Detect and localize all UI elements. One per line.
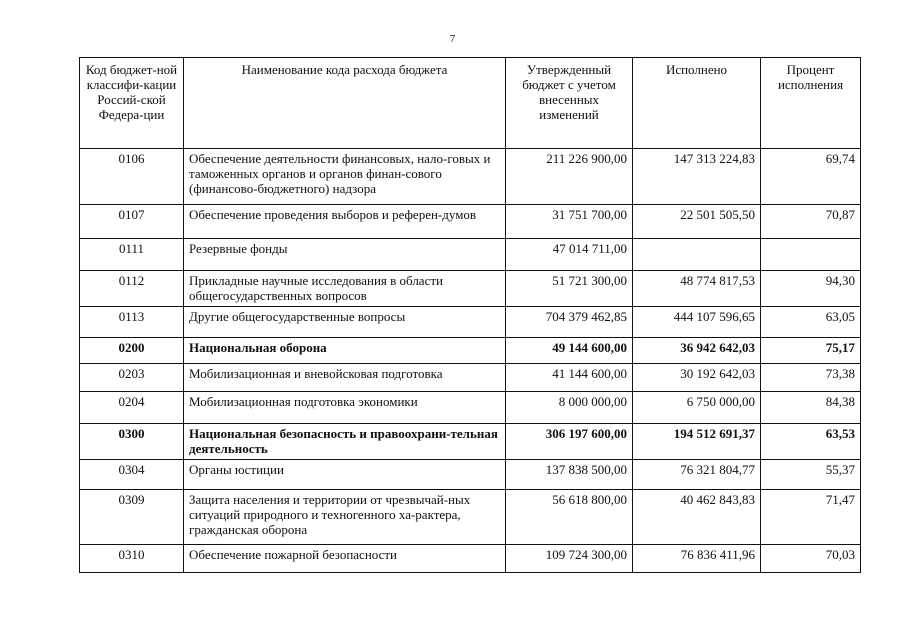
- cell-approved: 41 144 600,00: [506, 364, 633, 392]
- cell-executed: 30 192 642,03: [633, 364, 761, 392]
- budget-expenditure-table: [79, 57, 861, 573]
- header-percent: Процент исполнения: [761, 58, 861, 149]
- cell-executed: 48 774 817,53: [633, 271, 761, 307]
- cell-approved: 51 721 300,00: [506, 271, 633, 307]
- cell-executed: 22 501 505,50: [633, 205, 761, 239]
- cell-executed: 6 750 000,00: [633, 392, 761, 424]
- cell-percent: 63,05: [761, 307, 861, 338]
- table-header-row: [80, 58, 861, 149]
- cell-name: Защита населения и территории от чрезвычай-ных ситуаций природного и техногенного ха-рактера, гражданская оборона: [184, 490, 506, 545]
- cell-name: Другие общегосударственные вопросы: [184, 307, 506, 338]
- cell-percent: 70,87: [761, 205, 861, 239]
- cell-name: Мобилизационная подготовка экономики: [184, 392, 506, 424]
- table-row: [80, 271, 861, 307]
- cell-code: 0300: [80, 424, 184, 460]
- header-executed: Исполнено: [633, 58, 761, 149]
- table-row: [80, 239, 861, 271]
- table-row: [80, 149, 861, 205]
- cell-executed: 147 313 224,83: [633, 149, 761, 205]
- header-code: Код бюджет-ной классифи-кации Россий-ской Федера-ции: [80, 58, 184, 149]
- cell-executed: [633, 239, 761, 271]
- cell-executed: 40 462 843,83: [633, 490, 761, 545]
- cell-percent: 84,38: [761, 392, 861, 424]
- page-number: 7: [449, 33, 456, 45]
- cell-code: 0203: [80, 364, 184, 392]
- table-row-section: [80, 338, 861, 364]
- cell-name: Национальная оборона: [184, 338, 506, 364]
- cell-name: Органы юстиции: [184, 460, 506, 490]
- table-row: [80, 392, 861, 424]
- cell-percent: 70,03: [761, 545, 861, 573]
- cell-code: 0309: [80, 490, 184, 545]
- cell-code: 0304: [80, 460, 184, 490]
- cell-executed: 36 942 642,03: [633, 338, 761, 364]
- cell-name: Мобилизационная и вневойсковая подготовка: [184, 364, 506, 392]
- cell-name: Национальная безопасность и правоохрани-тельная деятельность: [184, 424, 506, 460]
- header-approved: Утвержденный бюджет с учетом внесенных изменений: [506, 58, 633, 149]
- cell-percent: 73,38: [761, 364, 861, 392]
- table-row: [80, 364, 861, 392]
- cell-approved: 49 144 600,00: [506, 338, 633, 364]
- cell-name: Обеспечение пожарной безопасности: [184, 545, 506, 573]
- cell-code: 0106: [80, 149, 184, 205]
- cell-approved: 306 197 600,00: [506, 424, 633, 460]
- header-name: Наименование кода расхода бюджета: [184, 58, 506, 149]
- cell-percent: 69,74: [761, 149, 861, 205]
- cell-approved: 211 226 900,00: [506, 149, 633, 205]
- cell-code: 0200: [80, 338, 184, 364]
- cell-percent: 71,47: [761, 490, 861, 545]
- cell-executed: 444 107 596,65: [633, 307, 761, 338]
- cell-approved: 704 379 462,85: [506, 307, 633, 338]
- cell-executed: 76 836 411,96: [633, 545, 761, 573]
- cell-code: 0112: [80, 271, 184, 307]
- cell-code: 0107: [80, 205, 184, 239]
- cell-approved: 109 724 300,00: [506, 545, 633, 573]
- cell-approved: 31 751 700,00: [506, 205, 633, 239]
- cell-percent: 94,30: [761, 271, 861, 307]
- cell-approved: 137 838 500,00: [506, 460, 633, 490]
- table-row: [80, 490, 861, 545]
- cell-approved: 56 618 800,00: [506, 490, 633, 545]
- cell-executed: 194 512 691,37: [633, 424, 761, 460]
- cell-name: Обеспечение проведения выборов и референ-думов: [184, 205, 506, 239]
- table-row-section: [80, 424, 861, 460]
- table-row: [80, 307, 861, 338]
- cell-percent: 55,37: [761, 460, 861, 490]
- cell-approved: 47 014 711,00: [506, 239, 633, 271]
- cell-code: 0113: [80, 307, 184, 338]
- cell-code: 0204: [80, 392, 184, 424]
- cell-executed: 76 321 804,77: [633, 460, 761, 490]
- cell-code: 0310: [80, 545, 184, 573]
- table-row: [80, 545, 861, 573]
- cell-percent: [761, 239, 861, 271]
- cell-percent: 75,17: [761, 338, 861, 364]
- cell-percent: 63,53: [761, 424, 861, 460]
- table-row: [80, 460, 861, 490]
- cell-name: Обеспечение деятельности финансовых, нало-говых и таможенных органов и органов финан-сового (финансово-бюджетного) надзора: [184, 149, 506, 205]
- cell-approved: 8 000 000,00: [506, 392, 633, 424]
- cell-code: 0111: [80, 239, 184, 271]
- table-row: [80, 205, 861, 239]
- cell-name: Прикладные научные исследования в области общегосударственных вопросов: [184, 271, 506, 307]
- cell-name: Резервные фонды: [184, 239, 506, 271]
